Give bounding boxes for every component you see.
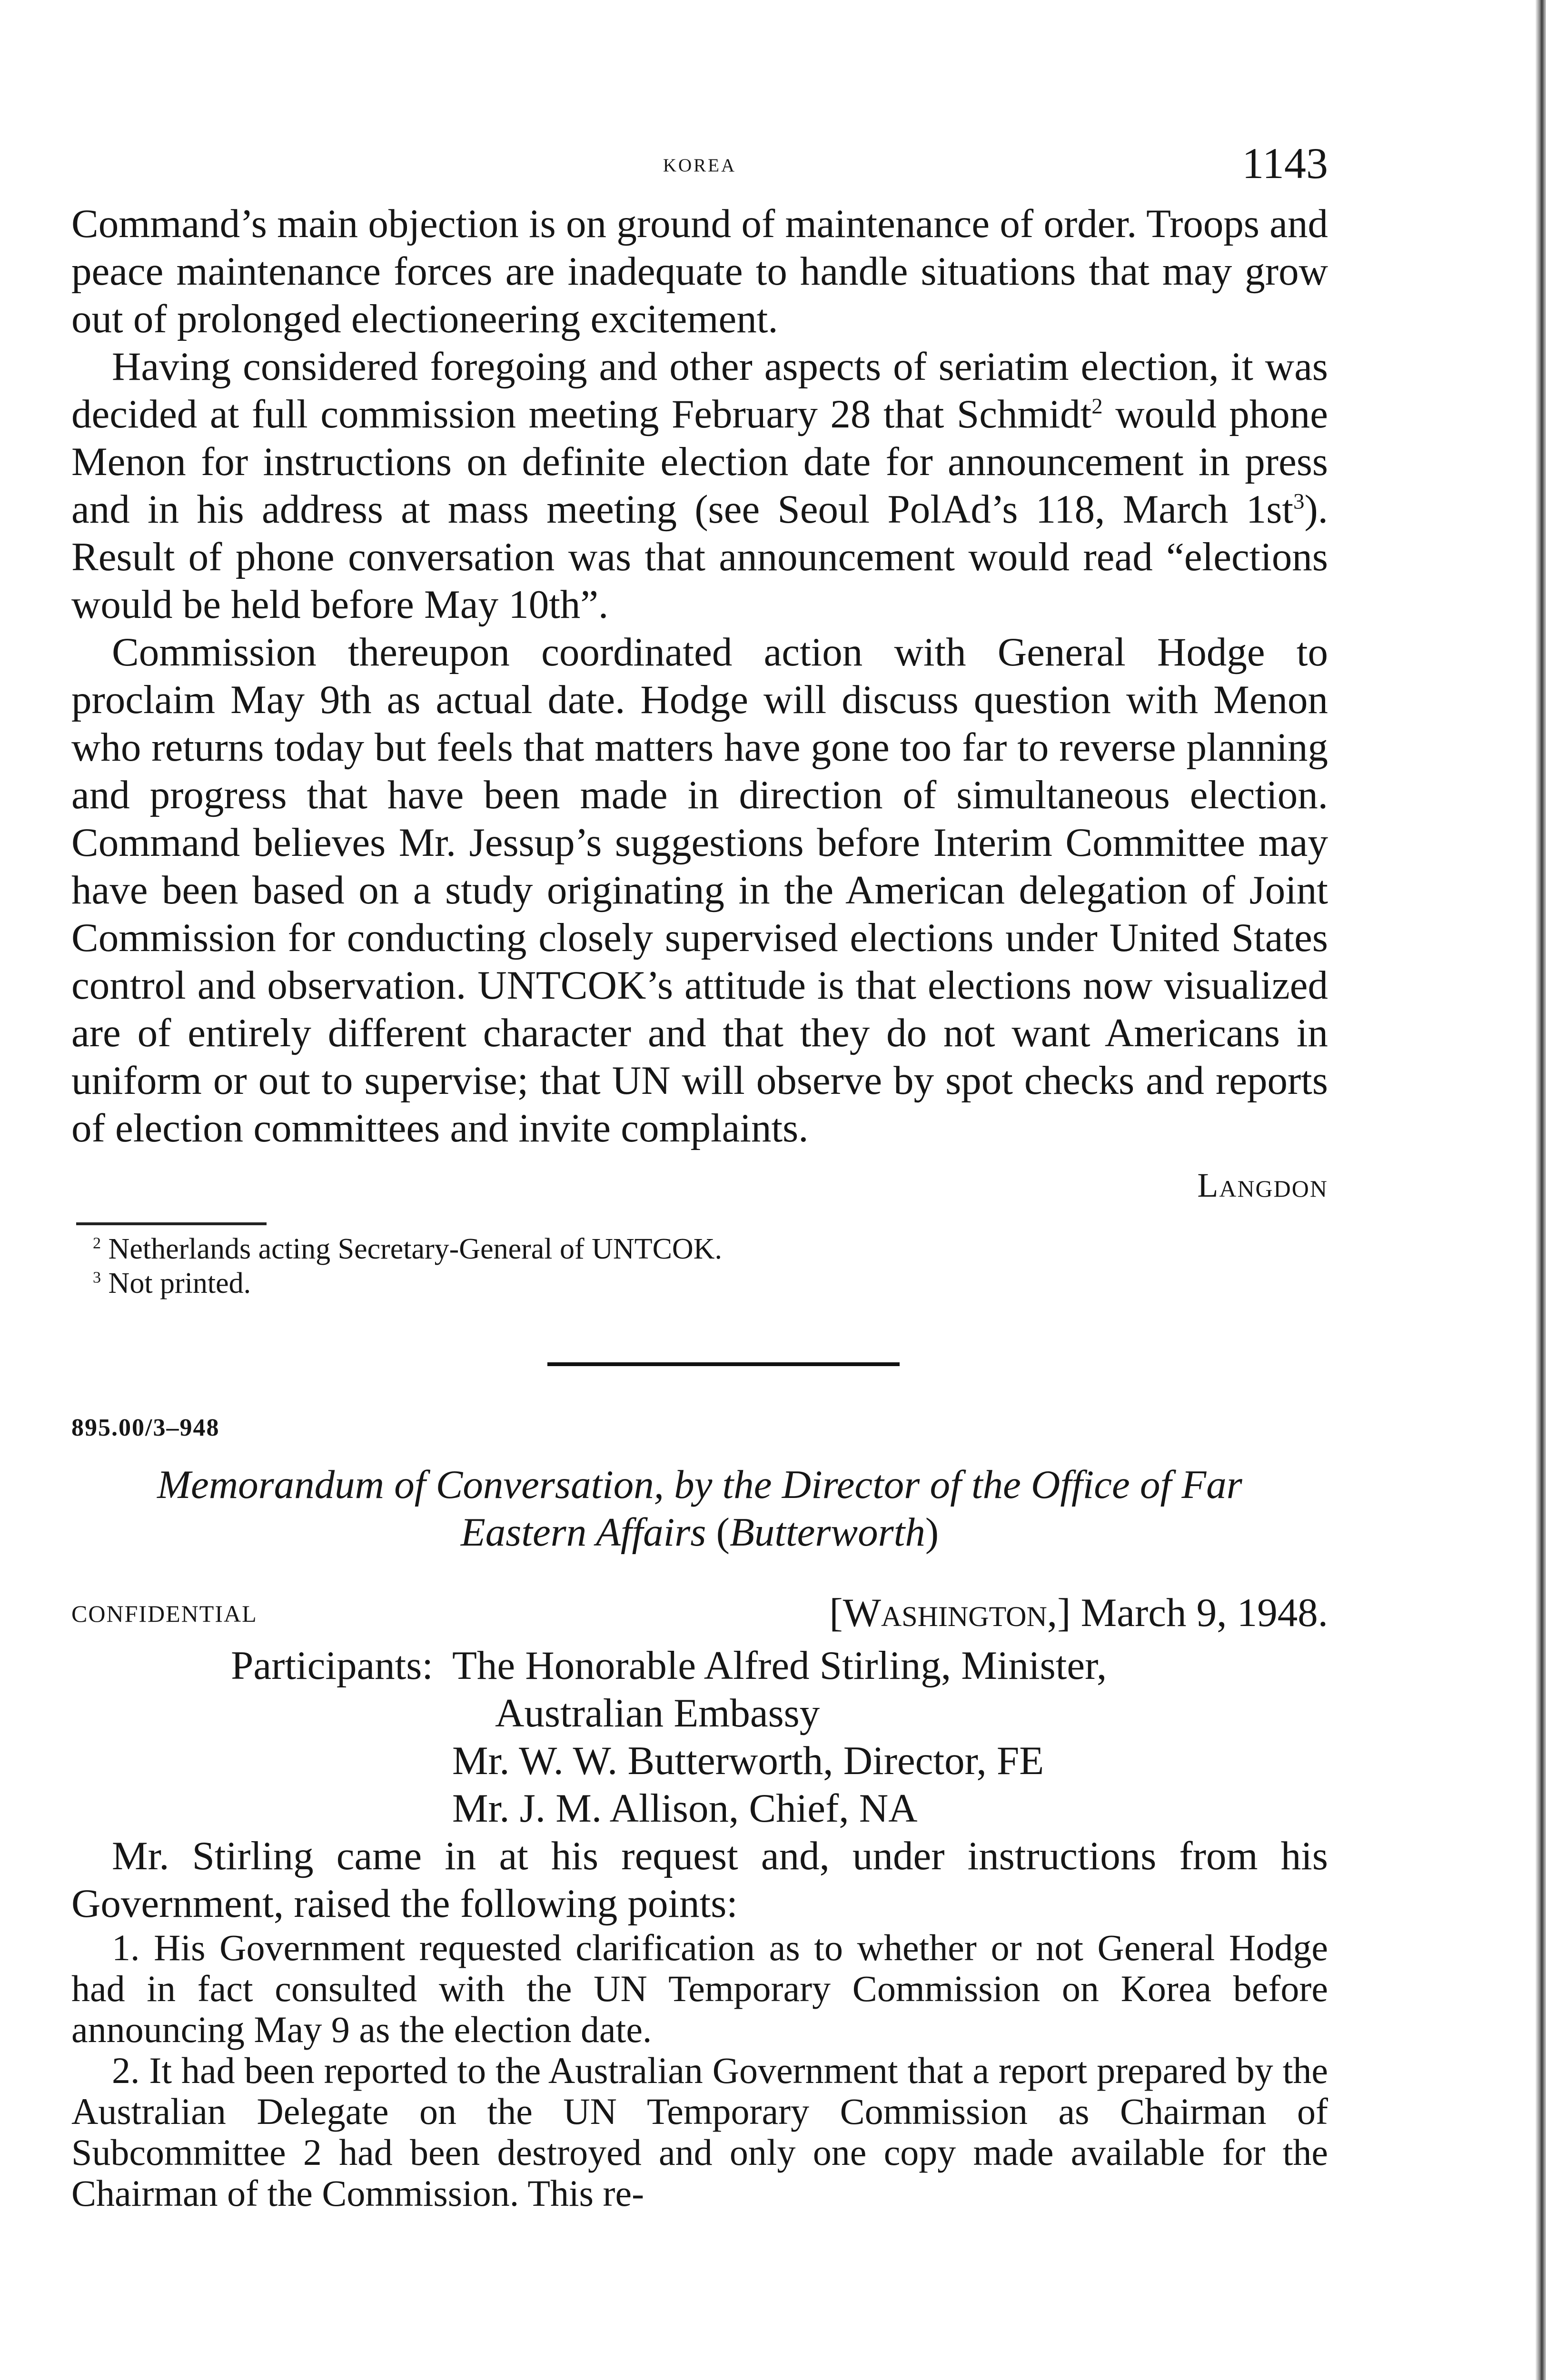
participants-list [452, 1642, 1328, 1832]
telegram-paragraph-2-part-2: would phone Menon for instructions on definite election date for announcement in press and in his address at mass meeting (see Seoul PolAd’s 118, March 1st [71, 392, 1328, 532]
place-bracket-close: ,] [1047, 1590, 1071, 1635]
telegram-paragraph-2 [71, 343, 1328, 628]
footnote-2 [93, 1232, 1328, 1266]
memo-date: March 9, 1948. [1070, 1590, 1328, 1635]
section-divider [547, 1362, 900, 1366]
telegram-paragraph-2-part-1: Having considered foregoing and other aspects of seriatim election, it was decided at full commission meeting February 28 that Schmidt [71, 344, 1328, 436]
memo-point-1: 1. His Government requested clarification as to whether or not General Hodge had in fact consulted with the UN Temporary Commission on Korea before announcing May 9 as the election date. [71, 1927, 1328, 2050]
running-title: korea [663, 148, 737, 178]
footnote-mark: 3 [93, 1269, 101, 1287]
participants-block [71, 1642, 1328, 1832]
place-name: Washington [842, 1590, 1047, 1635]
document-title [71, 1461, 1328, 1556]
telegram-paragraph-1: Command’s main objection is on ground of maintenance of order. Troops and peace maintenance forces are inadequate to handle situations that may grow out of prolonged electioneering excitement. [71, 201, 1328, 341]
classification-label: CONFIDENTIAL [71, 1600, 258, 1627]
participant-entry: Mr. W. W. Butterworth, Director, FE [452, 1738, 1044, 1783]
telegram-signature: Langdon [1197, 1166, 1328, 1204]
memo-intro-paragraph: Mr. Stirling came in at his request and, under instructions from his Government, raised the following points: [71, 1834, 1328, 1926]
title-paren-close: ) [925, 1510, 939, 1555]
footnote-mark: 2 [93, 1234, 101, 1252]
footnote-text: Not printed. [108, 1267, 251, 1299]
page-content [71, 138, 1328, 2214]
footnotes [93, 1232, 1328, 1300]
page-binding-edge [1536, 0, 1546, 2380]
running-head [71, 138, 1328, 200]
document-title-line-1: Memorandum of Conversation, by the Director of the Office of Far [157, 1462, 1242, 1507]
footnote-text: Netherlands acting Secretary-General of UNTCOK. [108, 1233, 722, 1265]
footnote-ref-3: 3 [1293, 489, 1305, 514]
document-title-line-2-a: Eastern Affairs [460, 1510, 716, 1555]
telegram-paragraph-3: Commission thereupon coordinated action with General Hodge to proclaim May 9th as actual date. Hodge will discuss question with Menon who returns today but feels that matters have gone too far to reverse planning and progress that have been made in direction of simultaneous election. Command believes Mr. Jessup’s suggestions before Interim Committee may have been based on a study originating in the American delegation of Joint Commission for conducting closely supervised elections under United States control and observation. UNTCOK’s attitude is that elections now visualized are of entirely different character and that they do not want Americans in uniform or out to supervise; that UN will observe by spot checks and reports of election committees and invite complaints. [71, 630, 1328, 1150]
footnote-ref-2: 2 [1091, 394, 1103, 419]
dateline [71, 1589, 1328, 1637]
footnote-rule [76, 1222, 267, 1225]
telegram-paragraph-2-part-3: ). Result of phone conversation was that announcement would read “elections would be held before May 10th”. [71, 487, 1328, 627]
participant-entry: Australian Embassy [495, 1691, 820, 1735]
participant-entry: Mr. J. M. Allison, Chief, NA [452, 1786, 918, 1831]
place-bracket-open: [ [829, 1590, 843, 1635]
page-number: 1143 [1242, 139, 1328, 188]
document-title-author: Butterworth [729, 1510, 925, 1555]
title-paren-open: ( [716, 1510, 730, 1555]
document-title-line-2 [71, 1508, 1328, 1556]
file-number: 895.00/3–948 [71, 1414, 220, 1441]
participant-entry: The Honorable Alfred Stirling, Minister, [452, 1643, 1107, 1688]
place-and-date [829, 1589, 1328, 1636]
footnote-3 [93, 1266, 1328, 1300]
participants-label: Participants: [231, 1643, 433, 1688]
memo-point-2: 2. It had been reported to the Australian Government that a report prepared by the Australian Delegate on the UN Temporary Commission as Chairman of Subcommittee 2 had been destroyed and only one copy made available for the Chairman of the Commission. This re- [71, 2050, 1328, 2214]
